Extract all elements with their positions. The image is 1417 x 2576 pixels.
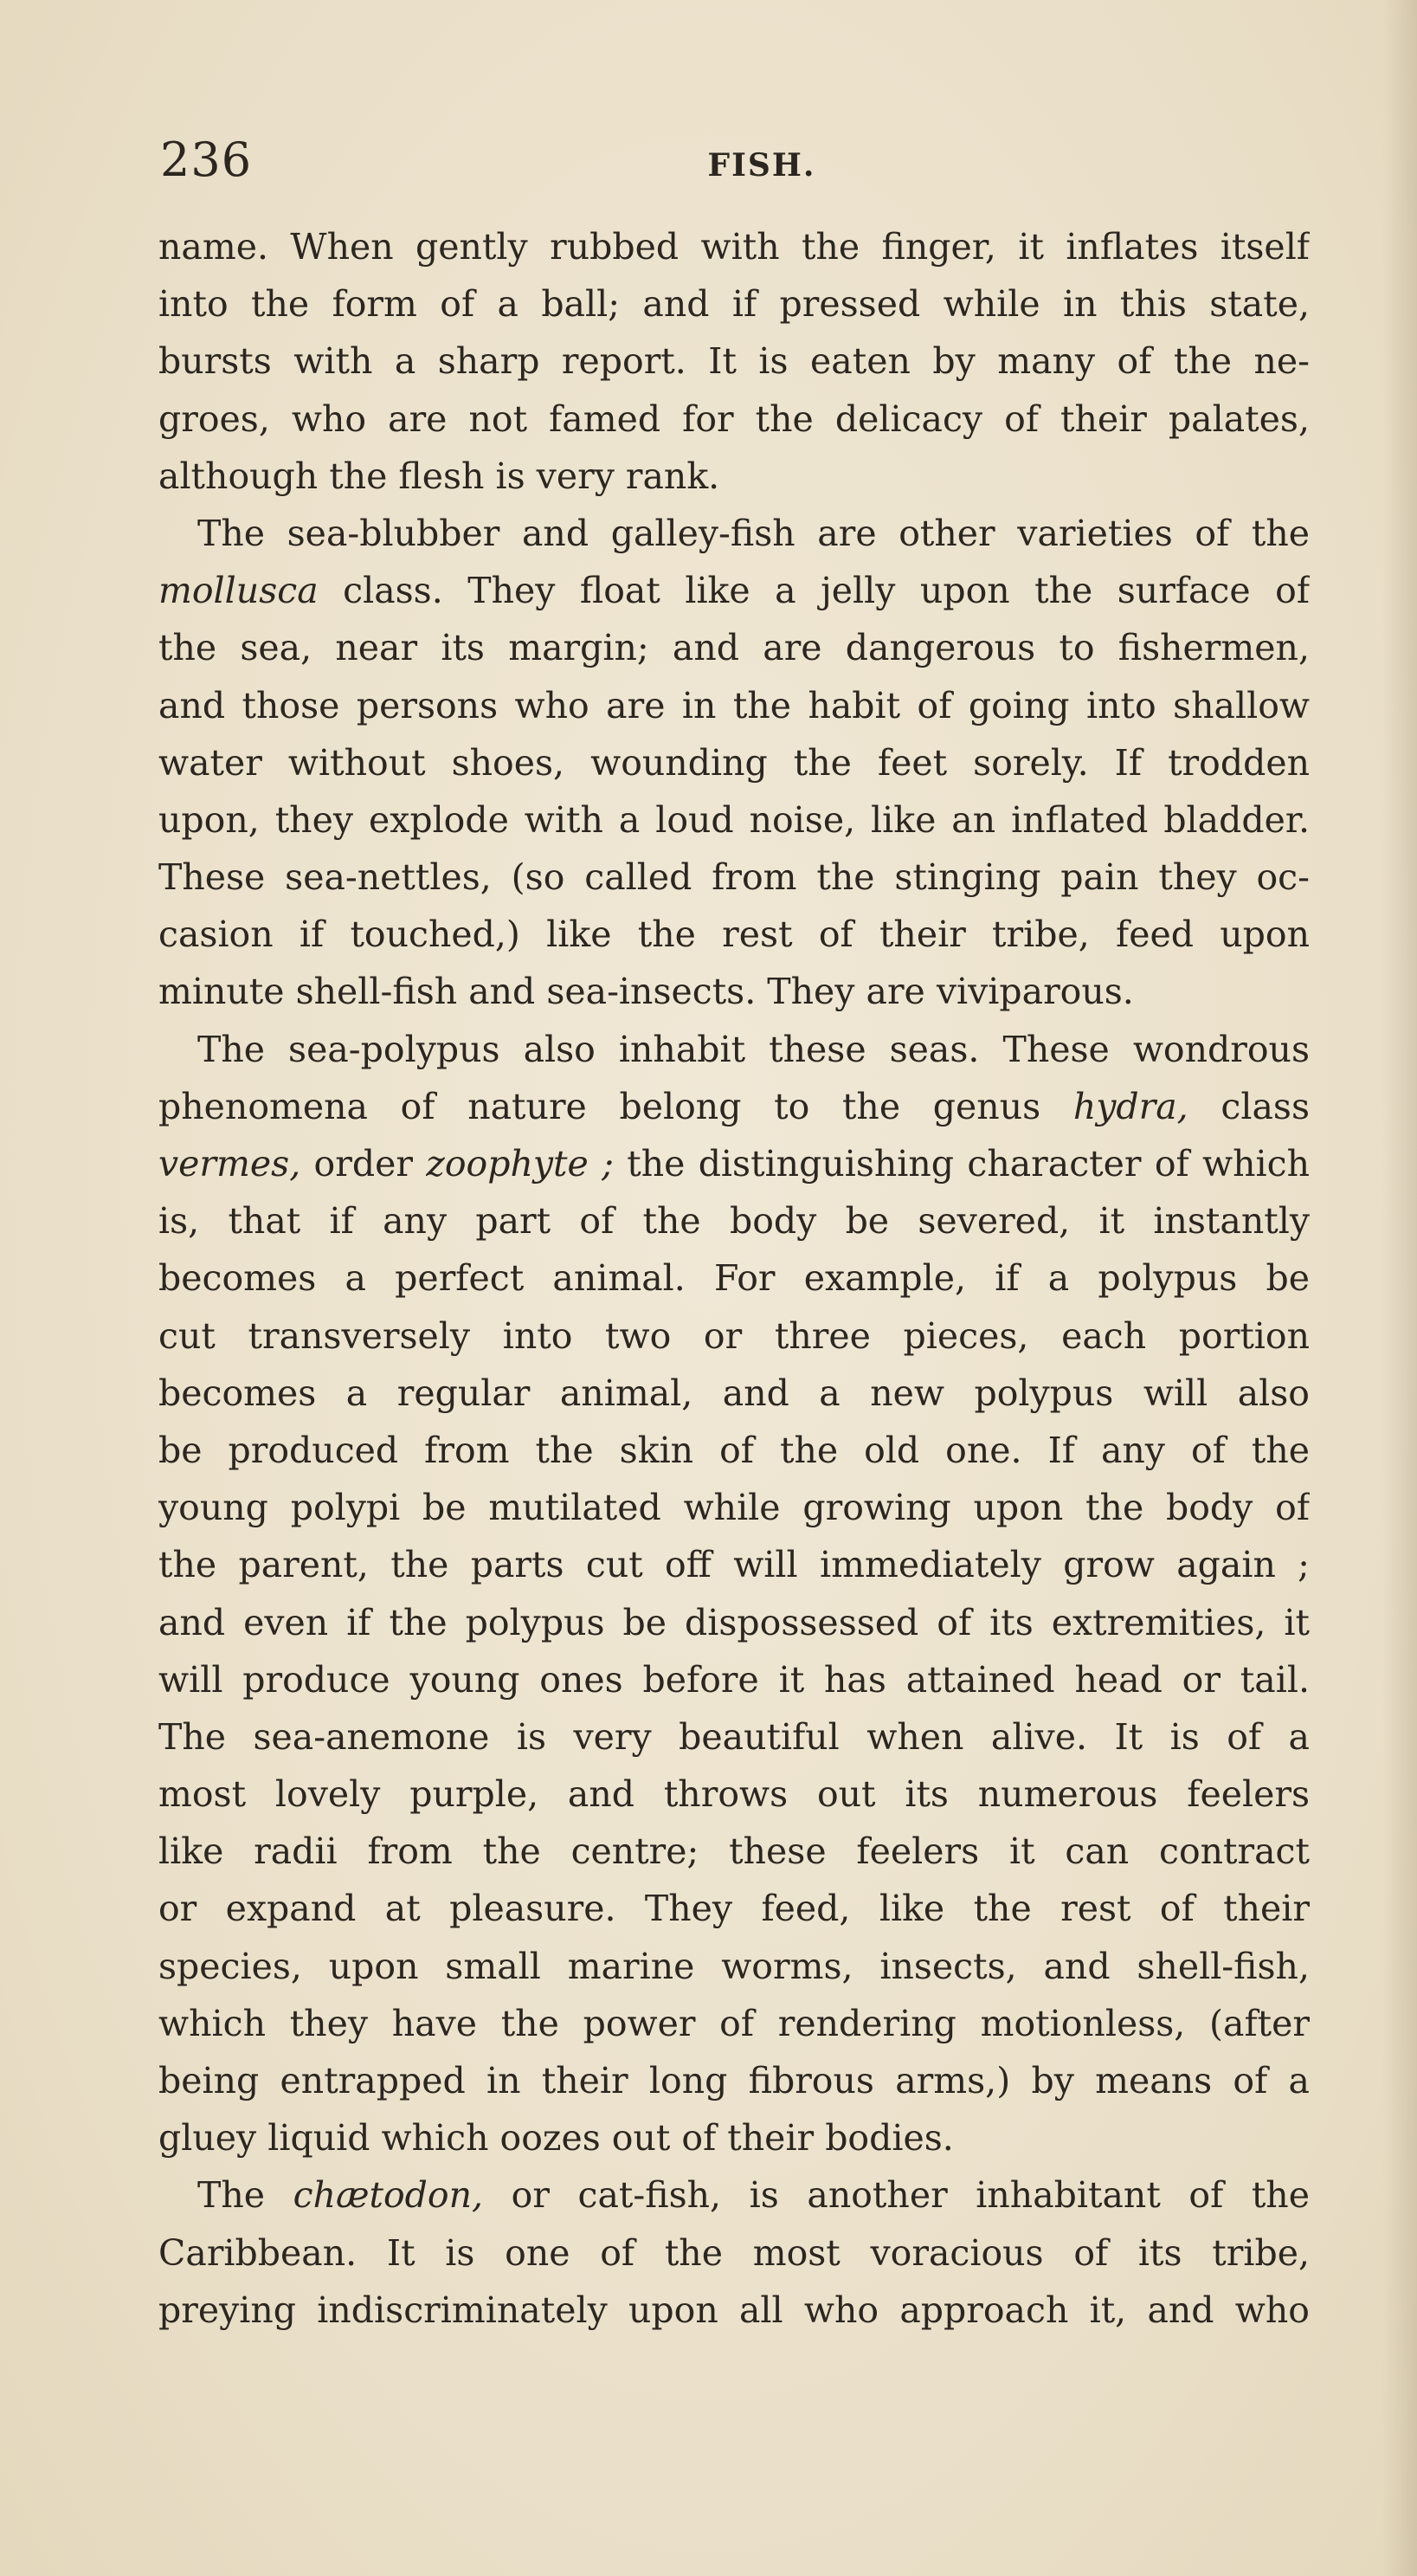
text-line xyxy=(158,2052,1310,2109)
text-run: which they have the power of rendering motionless, (after xyxy=(158,2002,1310,2044)
text-line xyxy=(158,1594,1310,1651)
text-line xyxy=(158,1078,1310,1135)
italic-term: chætodon, xyxy=(293,2174,484,2217)
text-line xyxy=(158,2282,1310,2339)
text-line xyxy=(158,562,1310,619)
text-run: the distinguishing character of which xyxy=(613,1143,1310,1185)
running-head: FISH. xyxy=(707,147,816,184)
text-line xyxy=(158,391,1310,448)
text-line xyxy=(158,332,1310,390)
text-line xyxy=(158,275,1310,332)
text-line xyxy=(158,619,1310,676)
text-line xyxy=(158,2109,1310,2166)
text-run: gluey liquid which oozes out of their bodies. xyxy=(158,2117,954,2160)
italic-term: mollusca xyxy=(158,570,319,612)
text-line xyxy=(158,1536,1310,1593)
text-line xyxy=(158,505,1310,562)
text-line xyxy=(158,1249,1310,1307)
text-line xyxy=(158,2166,1310,2224)
text-line xyxy=(158,1422,1310,1479)
text-run: becomes a perfect animal. For example, if a polypus be xyxy=(158,1257,1310,1300)
text-run: be produced from the skin of the old one. If any of the xyxy=(158,1429,1310,1471)
text-run: is, that if any part of the body be severed, it instantly xyxy=(158,1200,1310,1243)
text-run: groes, who are not famed for the delicacy of their palates, xyxy=(158,397,1310,440)
text-run: most lovely purple, and throws out its numerous feelers xyxy=(158,1773,1310,1816)
text-run: upon, they explode with a loud noise, like an inflated bladder. xyxy=(158,798,1310,841)
text-line xyxy=(158,1479,1310,1536)
text-line xyxy=(158,1708,1310,1766)
text-run: species, upon small marine worms, insects, and shell-fish, xyxy=(158,1945,1310,1987)
text-run: class xyxy=(1188,1085,1310,1127)
text-run: The sea-polypus also inhabit these seas. These wondrous xyxy=(197,1028,1310,1070)
text-line xyxy=(158,849,1310,906)
text-line xyxy=(158,1823,1310,1880)
text-line xyxy=(158,963,1310,1020)
text-run: These sea-nettles, (so called from the stinging pain they oc- xyxy=(158,856,1310,899)
text-run: class. They float like a jelly upon the surface of xyxy=(318,570,1310,612)
text-line xyxy=(158,1307,1310,1365)
text-run: phenomena of nature belong to the genus xyxy=(158,1085,1073,1127)
text-line xyxy=(158,1766,1310,1823)
text-run: water without shoes, wounding the feet sorely. If trodden xyxy=(158,741,1310,784)
page-header xyxy=(160,130,1311,190)
text-line xyxy=(158,1995,1310,2052)
text-run: becomes a regular animal, and a new polypus will also xyxy=(158,1372,1310,1414)
text-line xyxy=(158,1651,1310,1708)
text-run: The sea-blubber and galley-fish are other varieties of the xyxy=(197,512,1310,554)
text-line xyxy=(158,1135,1310,1192)
text-run: will produce young ones before it has attained head or tail. xyxy=(158,1658,1310,1701)
text-run: being entrapped in their long fibrous arms,) by means of a xyxy=(158,2060,1310,2101)
text-line xyxy=(158,1192,1310,1249)
text-run: name. When gently rubbed with the finger, it inflates itself xyxy=(158,226,1310,268)
body-text xyxy=(158,218,1310,2339)
text-run: The sea-anemone is very beautiful when alive. It is of a xyxy=(158,1715,1310,1758)
text-run: or expand at pleasure. They feed, like the rest of their xyxy=(158,1888,1310,1930)
text-run: like radii from the centre; these feelers it can contract xyxy=(158,1830,1310,1873)
text-run: into the form of a ball; and if pressed while in this state, xyxy=(158,283,1310,326)
text-run: or cat-fish, is another inhabitant of the xyxy=(483,2174,1310,2217)
page-edge-shadow xyxy=(1382,0,1417,2576)
text-line xyxy=(158,1880,1310,1937)
text-run: the parent, the parts cut off will immediately grow again ; xyxy=(158,1544,1310,1586)
text-run: the sea, near its margin; and are dangerous to fishermen, xyxy=(158,627,1310,669)
text-run: preying indiscriminately upon all who approach it, and who xyxy=(158,2289,1310,2331)
italic-term: vermes, xyxy=(158,1143,301,1185)
text-line xyxy=(158,906,1310,963)
text-run: cut transversely into two or three pieces, each portion xyxy=(158,1314,1310,1357)
text-line xyxy=(158,448,1310,505)
text-run: casion if touched,) like the rest of their tribe, feed upon xyxy=(158,914,1310,956)
text-line xyxy=(158,1365,1310,1422)
italic-term: zoophyte ; xyxy=(426,1143,614,1185)
text-line xyxy=(158,1021,1310,1078)
text-run: and those persons who are in the habit of going into shallow xyxy=(158,684,1310,726)
text-line xyxy=(158,2224,1310,2282)
text-line xyxy=(158,791,1310,849)
text-run: and even if the polypus be dispossessed of its extremities, it xyxy=(158,1601,1310,1643)
italic-term: hydra, xyxy=(1072,1085,1188,1127)
text-run: although the flesh is very rank. xyxy=(158,455,720,497)
text-line xyxy=(158,734,1310,791)
text-line xyxy=(158,677,1310,734)
text-run: Caribbean. It is one of the most voracious of its tribe, xyxy=(158,2231,1310,2274)
text-run: order xyxy=(300,1143,427,1185)
text-line xyxy=(158,1938,1310,1995)
text-run: bursts with a sharp report. It is eaten by many of the ne- xyxy=(158,340,1310,383)
text-run: young polypi be mutilated while growing upon the body of xyxy=(158,1487,1310,1529)
text-run: minute shell-fish and sea-insects. They are viviparous. xyxy=(158,971,1134,1013)
page-number: 236 xyxy=(160,132,253,187)
text-line xyxy=(158,218,1310,275)
text-run: The xyxy=(197,2174,293,2217)
